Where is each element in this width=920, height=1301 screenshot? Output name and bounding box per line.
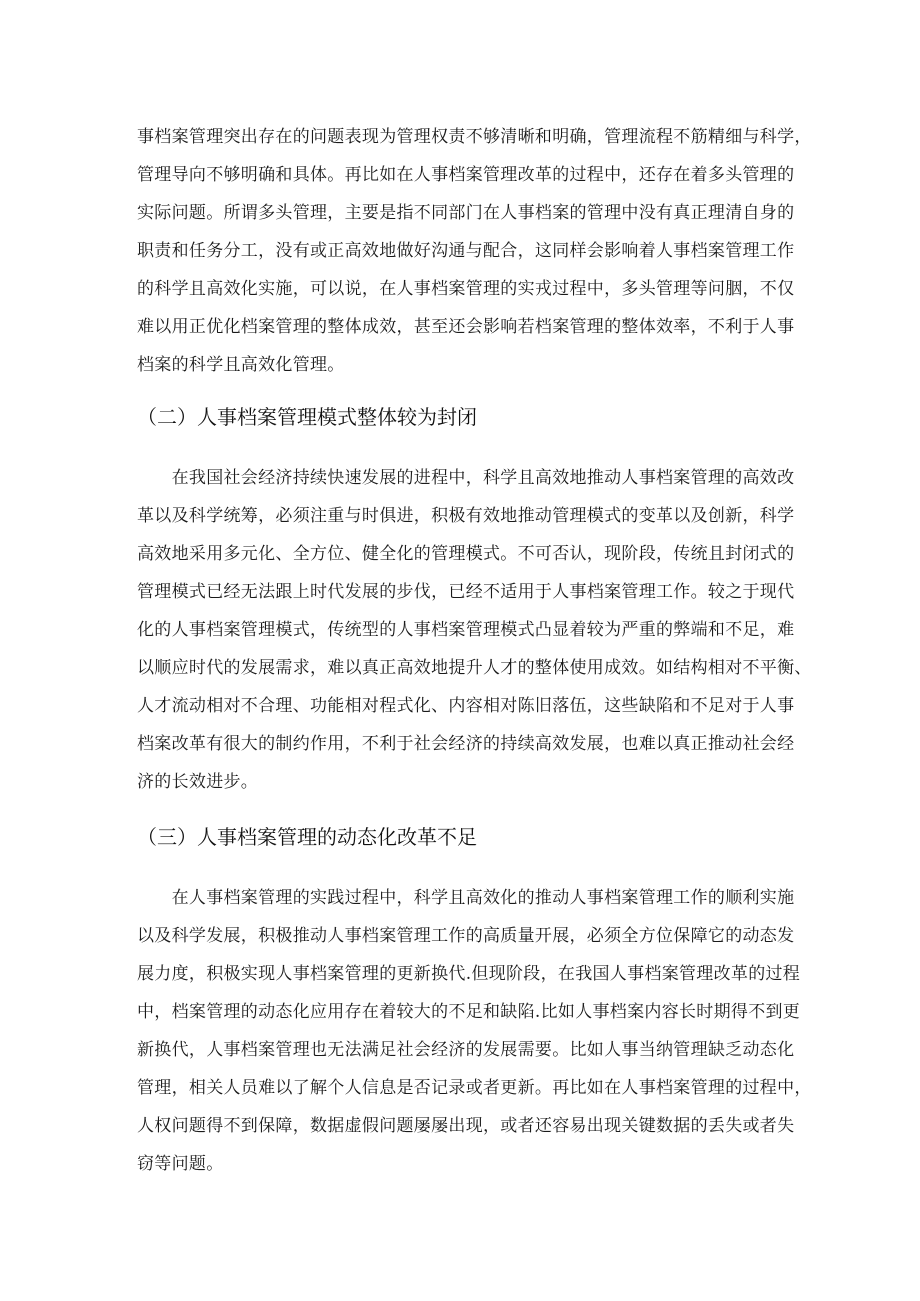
paragraph-line: 的科学且高效化实施，可以说，在人事档案管理的实戎过程中，多头管理等问胭，不仅: [137, 279, 795, 299]
paragraph-line: 在人事档案管理的实践过程中，科学且高效化的推动人事档案管理工作的顺利实施: [137, 888, 795, 908]
paragraph-line: 实际问题。所谓多头管理，主要是指不同部门在人事档案的管理中没有真正理清自身的: [137, 203, 795, 223]
paragraph-line: 在我国社会经济持续快速发展的进程中，科学且高效地推动人事档案管理的高效改: [137, 468, 795, 488]
paragraph-line: 事档案管理突出存在的问题表现为管理权责不够清晰和明确，管理流程不筋精细与科学，: [137, 127, 812, 147]
section-heading-2: （二）人事档案管理模式整体较为封闭: [137, 405, 477, 429]
paragraph-3: [137, 879, 812, 1183]
paragraph-line: 高效地采用多元化、全方位、健全化的管理模式。不可否认，现阶段，传统且封闭式的: [137, 544, 795, 564]
paragraph-line: 档案的科学且高效化管理。: [137, 355, 345, 375]
paragraph-line: 档案改革有很大的制约作用，不利于社会经济的持续高效发展，也难以真正推动社会经: [137, 734, 795, 754]
paragraph-line: 人才流动相对不合理、功能相对程式化、内容相对陈旧落伍，这些缺陷和不足对于人事: [137, 696, 795, 716]
paragraph-line: 济的长效进步。: [137, 772, 259, 792]
paragraph-1: [137, 118, 812, 384]
paragraph-line: 管理，相关人员难以了解个人信息是否记录或者更新。再比如在人事档案管理的过程中，: [137, 1078, 812, 1098]
paragraph-line: 以顺应时代的发展需求，难以真正高效地提升人才的整体使用成效。如结构相对不平衡、: [137, 658, 812, 678]
paragraph-line: 新换代，人事档案管理也无法满足社会经济的发展需要。比如人事当纳管理缺乏动态化: [137, 1040, 795, 1060]
paragraph-line: 革以及科学统筹，必须注重与时俱进，积极有效地推动管理模式的变革以及创新，科学: [137, 506, 795, 526]
paragraph-line: 职责和任务分工，没有或正高效地做好沟通与配合，这同样会影响着人事档案管理工作: [137, 241, 795, 261]
paragraph-line: 管理模式已经无法跟上时代发展的步伐，已经不适用于人事档案管理工作。较之于现代: [137, 582, 795, 602]
paragraph-line: 难以用正优化档案管理的整体成效，甚至还会影响若档案管理的整体效率，不利于人事: [137, 317, 795, 337]
paragraph-line: 中，档案管理的动态化应用存在着较大的不足和缺陷.比如人事档案内容长时期得不到更: [137, 1002, 801, 1022]
paragraph-line: 以及科学发展，积极推动人事档案管理工作的高质量开展，必须全方位保障它的动态发: [137, 926, 795, 946]
paragraph-line: 管理导向不够明确和具体。再比如在人事档案管理改革的过程中，还存在着多头管理的: [137, 165, 795, 185]
section-heading-3: （三）人事档案管理的动态化改革不足: [137, 825, 477, 849]
paragraph-2: [137, 459, 812, 801]
paragraph-line: 窃等问题。: [137, 1154, 224, 1174]
paragraph-line: 人权问题得不到保障，数据虚假问题屡屡出现，或者还容易出现关键数据的丢失或者失: [137, 1116, 795, 1136]
paragraph-line: 化的人事档案管理模式，传统型的人事档案管理模式凸显着较为严重的弊端和不足，难: [137, 620, 795, 640]
paragraph-line: 展力度，积极实现人事档案管理的更新换代.但现阶段，在我国人事档案管理改革的过程: [137, 964, 801, 984]
